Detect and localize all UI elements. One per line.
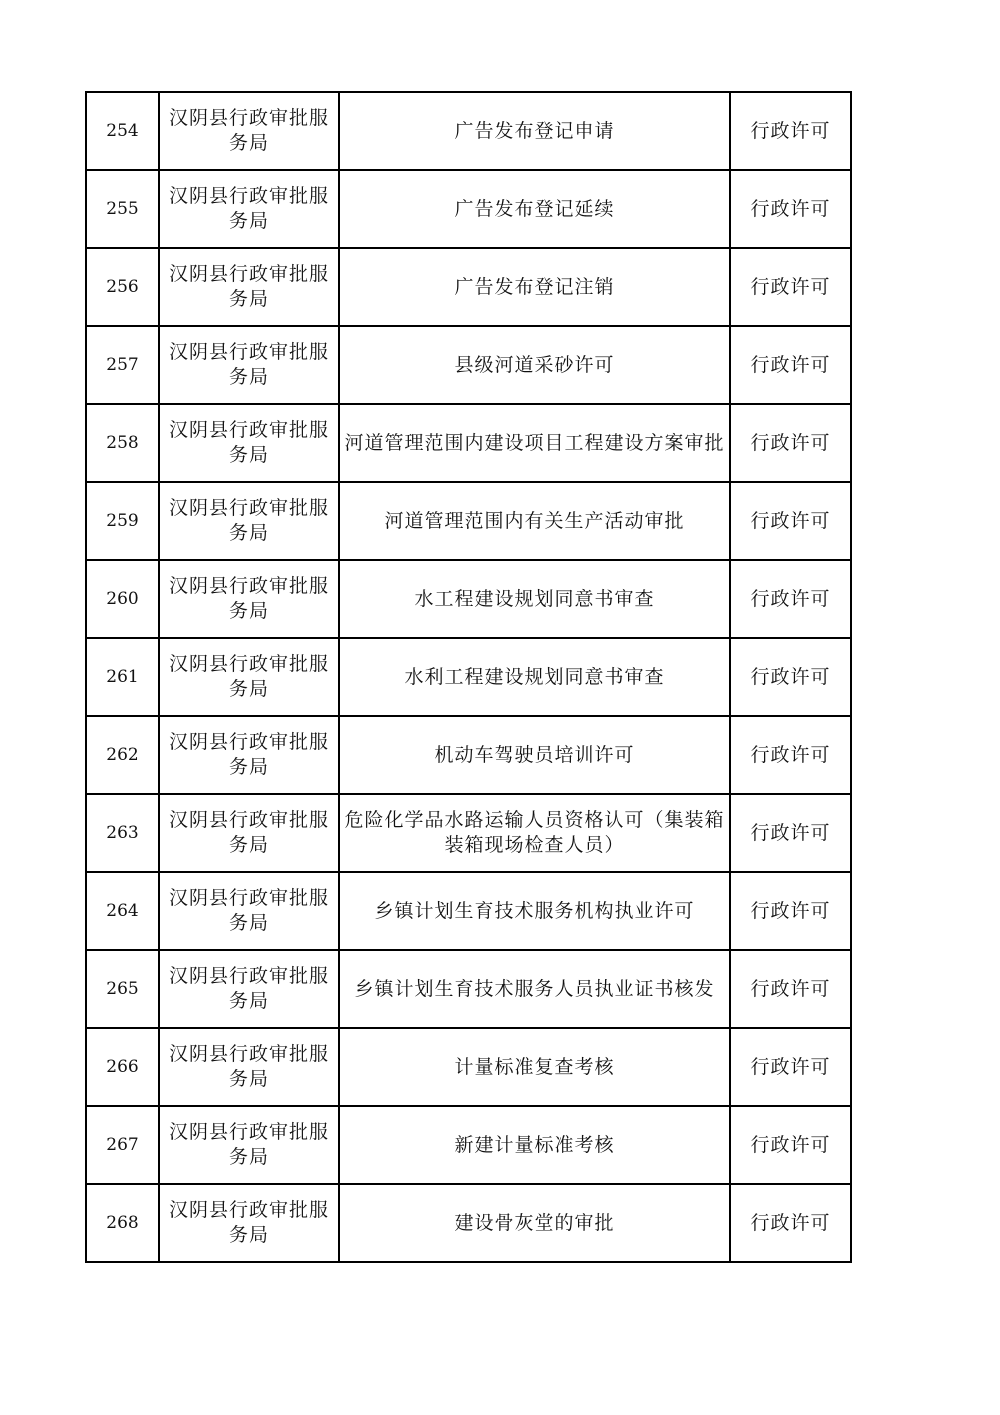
item-type: 行政许可 [730, 1106, 851, 1184]
row-number: 259 [86, 482, 159, 560]
table-row [86, 1184, 851, 1262]
table-row [86, 1106, 851, 1184]
table-row [86, 92, 851, 170]
row-number: 260 [86, 560, 159, 638]
item-name: 广告发布登记延续 [339, 170, 730, 248]
row-number: 268 [86, 1184, 159, 1262]
row-number: 262 [86, 716, 159, 794]
table-row [86, 326, 851, 404]
item-name: 乡镇计划生育技术服务人员执业证书核发 [339, 950, 730, 1028]
table-row [86, 872, 851, 950]
table-row [86, 560, 851, 638]
table-row [86, 716, 851, 794]
permit-table-container [85, 91, 850, 1263]
item-name: 新建计量标准考核 [339, 1106, 730, 1184]
department: 汉阴县行政审批服务局 [159, 1184, 339, 1262]
item-type: 行政许可 [730, 482, 851, 560]
item-type: 行政许可 [730, 716, 851, 794]
item-type: 行政许可 [730, 1184, 851, 1262]
item-name: 危险化学品水路运输人员资格认可（集装箱装箱现场检查人员） [339, 794, 730, 872]
department: 汉阴县行政审批服务局 [159, 92, 339, 170]
item-type: 行政许可 [730, 560, 851, 638]
table-row [86, 1028, 851, 1106]
item-name: 河道管理范围内建设项目工程建设方案审批 [339, 404, 730, 482]
department: 汉阴县行政审批服务局 [159, 638, 339, 716]
item-type: 行政许可 [730, 872, 851, 950]
item-name: 建设骨灰堂的审批 [339, 1184, 730, 1262]
table-row [86, 248, 851, 326]
item-type: 行政许可 [730, 1028, 851, 1106]
department: 汉阴县行政审批服务局 [159, 716, 339, 794]
table-row [86, 638, 851, 716]
permit-table-body [86, 92, 851, 1262]
item-name: 广告发布登记申请 [339, 92, 730, 170]
row-number: 267 [86, 1106, 159, 1184]
permit-table [85, 91, 852, 1263]
department: 汉阴县行政审批服务局 [159, 326, 339, 404]
item-type: 行政许可 [730, 638, 851, 716]
item-type: 行政许可 [730, 326, 851, 404]
department: 汉阴县行政审批服务局 [159, 248, 339, 326]
row-number: 266 [86, 1028, 159, 1106]
row-number: 258 [86, 404, 159, 482]
item-name: 水利工程建设规划同意书审查 [339, 638, 730, 716]
department: 汉阴县行政审批服务局 [159, 404, 339, 482]
row-number: 263 [86, 794, 159, 872]
row-number: 257 [86, 326, 159, 404]
row-number: 254 [86, 92, 159, 170]
item-name: 计量标准复查考核 [339, 1028, 730, 1106]
department: 汉阴县行政审批服务局 [159, 1028, 339, 1106]
item-name: 机动车驾驶员培训许可 [339, 716, 730, 794]
item-type: 行政许可 [730, 950, 851, 1028]
item-type: 行政许可 [730, 794, 851, 872]
row-number: 256 [86, 248, 159, 326]
row-number: 265 [86, 950, 159, 1028]
item-name: 县级河道采砂许可 [339, 326, 730, 404]
item-name: 乡镇计划生育技术服务机构执业许可 [339, 872, 730, 950]
table-row [86, 794, 851, 872]
department: 汉阴县行政审批服务局 [159, 1106, 339, 1184]
row-number: 255 [86, 170, 159, 248]
department: 汉阴县行政审批服务局 [159, 560, 339, 638]
table-row [86, 482, 851, 560]
table-row [86, 170, 851, 248]
item-type: 行政许可 [730, 248, 851, 326]
item-type: 行政许可 [730, 404, 851, 482]
department: 汉阴县行政审批服务局 [159, 950, 339, 1028]
table-row [86, 950, 851, 1028]
item-name: 水工程建设规划同意书审查 [339, 560, 730, 638]
department: 汉阴县行政审批服务局 [159, 170, 339, 248]
table-row [86, 404, 851, 482]
item-type: 行政许可 [730, 92, 851, 170]
department: 汉阴县行政审批服务局 [159, 794, 339, 872]
item-name: 河道管理范围内有关生产活动审批 [339, 482, 730, 560]
item-name: 广告发布登记注销 [339, 248, 730, 326]
row-number: 264 [86, 872, 159, 950]
row-number: 261 [86, 638, 159, 716]
item-type: 行政许可 [730, 170, 851, 248]
department: 汉阴县行政审批服务局 [159, 482, 339, 560]
department: 汉阴县行政审批服务局 [159, 872, 339, 950]
